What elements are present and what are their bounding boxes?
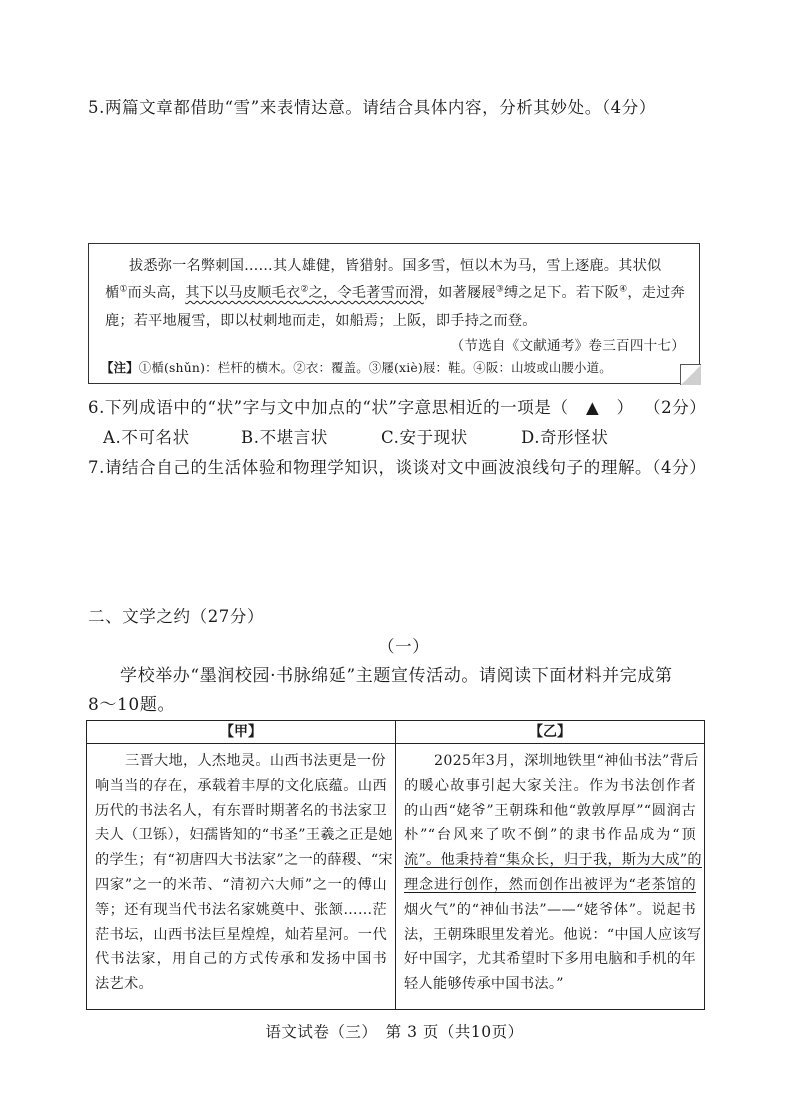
text-line: 烟火气”的“神仙书法”——“姥爷体”。说起书 [404, 901, 696, 918]
material-jia-body [95, 749, 393, 997]
material-jia-header: 【甲】 [87, 721, 395, 744]
section-2-title: 二、文学之约（27分） [88, 607, 265, 626]
text-line: 法，王朝珠眼里发着光。他说：“中国人应该写 [404, 926, 702, 943]
excerpt-text: 其下以马皮顺毛衣 [185, 285, 301, 301]
option-a[interactable]: A.不可名状 [103, 428, 190, 447]
excerpt-box [88, 243, 700, 384]
excerpt-text: ，走过奔 [627, 285, 685, 301]
question-6-score: （2分） [644, 398, 707, 417]
excerpt-line-1-text: 拔悉弥一名弊刺国……其人雄健，皆猎射。国多雪，恒以木为马，雪上逐鹿。其状似 [129, 258, 662, 274]
excerpt-source: （节选自《文献通考》卷三百四十七） [450, 338, 685, 354]
text-line: 的暖心故事引起大家关注。作为书法创作者 [404, 777, 696, 794]
question-7: 7.请结合自己的生活体验和物理学知识，谈谈对文中画波浪线句子的理解。（4分） [88, 458, 707, 477]
underlined-text-line: 理念进行创作，然而创作出被评为“老茶馆的 [404, 876, 696, 893]
page-footer: 语文试卷（三） 第 3 页（共10页） [265, 1023, 524, 1041]
note-label: 【注】 [101, 360, 139, 375]
excerpt-line-3: 鹿；若平地履雪，即以杖刺地而走，如船焉；上阪，即手持之而登。 [105, 313, 537, 329]
option-d[interactable]: D.奇形怪状 [521, 428, 609, 447]
excerpt-text: 而头高， [127, 285, 186, 301]
question-5: 5.两篇文章都借助“雪”来表情达意。请结合具体内容，分析其妙处。（4分） [88, 98, 656, 117]
material-yi-header: 【乙】 [396, 721, 704, 744]
text-line: 朴”“台风来了吹不倒”的隶书作品成为“顶 [404, 827, 696, 844]
excerpt-text: ，如著屦屐 [423, 285, 496, 301]
text-line: 历代的书法名人，有东晋时期著名的书法家卫 [95, 802, 387, 819]
option-b[interactable]: B.不堪言状 [241, 428, 328, 447]
footnote-marker: ④ [619, 284, 628, 295]
text-line: 三晋大地，人杰地灵。山西书法更是一份 [125, 753, 386, 769]
page-curl-decoration [680, 364, 701, 385]
question-6-close: ） [616, 398, 634, 417]
underlined-text-line: 流”。他秉持着“集众长，归于我，斯为大成”的 [404, 852, 702, 869]
text-line: 法艺术。 [95, 976, 153, 993]
text-line: 茫书坛，山西书法巨星煌煌，灿若星河。一代 [95, 926, 387, 943]
excerpt-line-1 [129, 255, 661, 275]
material-table [86, 720, 705, 1010]
text-line: 轻人能够传承中国书法。” [404, 976, 564, 993]
text-line: 的山西“姥爷”王朝珠和他“敦敦厚厚”“圆润古 [404, 802, 696, 819]
excerpt-line-2 [105, 282, 685, 302]
excerpt-text: 之，令毛著雪而滑 [308, 285, 424, 301]
excerpt-text: 楯 [105, 285, 120, 301]
excerpt-note [101, 358, 612, 376]
question-6-text: 6.下列成语中的“状”字与文中加点的“状”字意思相近的一项是（ [88, 398, 569, 417]
text-line: 四家”之一的米芾、“清初六大师”之一的傅山 [95, 876, 387, 893]
text-line: 的学生；有“初唐四大书法家”之一的薛稷、“宋 [95, 852, 393, 869]
text-line: 2025年3月，深圳地铁里“神仙书法”背后 [434, 753, 699, 769]
text-line: 等；还有现当代书法名家姚奠中、张颔……茫 [95, 901, 387, 918]
text-line: 代书法家，用自己的方式传承和发扬中国书 [95, 951, 387, 968]
wavy-underlined-sentence [185, 285, 424, 301]
text-line: 夫人（卫铄），妇孺皆知的“书圣”王羲之正是她 [95, 827, 393, 844]
question-6-stem [88, 394, 634, 418]
option-c[interactable]: C.安于现状 [381, 428, 468, 447]
material-yi [395, 721, 704, 1009]
footnote-marker: ③ [495, 284, 504, 295]
text-line: 好中国字，尤其希望时下多用电脑和手机的年 [404, 951, 696, 968]
footnote-marker: ① [119, 284, 128, 295]
material-yi-body [404, 749, 702, 997]
material-jia [87, 721, 395, 1009]
footnote-marker: ② [300, 284, 309, 295]
note-text: ①楯(shǔn)：栏杆的横木。②衣：覆盖。③屦(xiè)屐：鞋。④阪：山坡或山腰小道。 [138, 360, 612, 375]
answer-blank-triangle: ▲ [585, 398, 600, 417]
section-2-intro-line-2: 8～10题。 [88, 695, 176, 715]
excerpt-text: 缚之足下。若下阪 [503, 285, 620, 301]
section-2-intro-line-1: 学校举办“墨润校园·书脉绵延”主题宣传活动。请阅读下面材料并完成第 [120, 666, 673, 686]
section-2-subtitle: （一） [378, 637, 430, 656]
text-line: 响当当的存在，承载着丰厚的文化底蕴。山西 [95, 777, 387, 794]
